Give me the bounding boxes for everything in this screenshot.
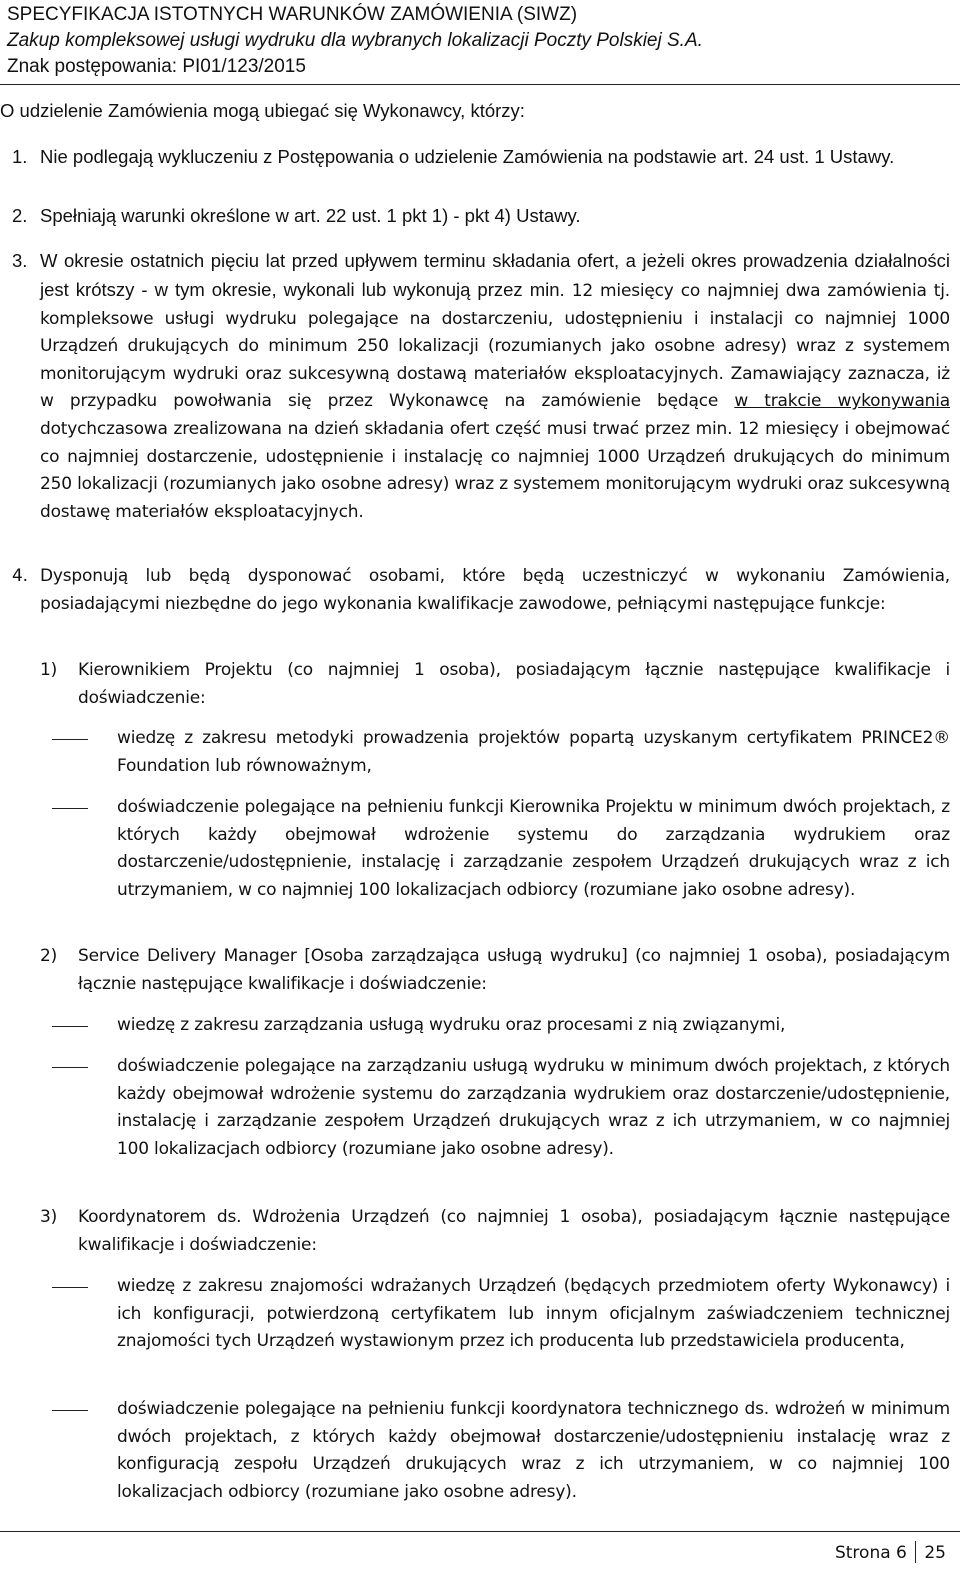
bullet-dash bbox=[52, 1287, 88, 1288]
header-reference-number: Znak postępowania: PI01/123/2015 bbox=[7, 56, 306, 77]
intro-paragraph: O udzielenie Zamówienia mogą ubiegać się Wykonawcy, którzy: bbox=[0, 100, 525, 121]
role-1-text: Kierownikiem Projektu (co najmniej 1 osoba), posiadającym łącznie następujące kwalifikacje i doświadczenie: bbox=[78, 660, 950, 708]
role-3-bullet-2: doświadczenie polegające na pełnieniu funkcji koordynatora technicznego ds. wdrożeń w minimum dwóch projektach, z których każdy obejmował dostarczenie/udostępnieniu instalację wraz z konfiguracją zespołu Urządzeń drukujących wraz z ich utrzymaniem, w co najmniej 100 lokalizacjach odbiorcy (rozumiane jako osobne adresy). bbox=[117, 1399, 950, 1502]
bullet-dash bbox=[52, 1410, 88, 1411]
role-2-number: 2) bbox=[40, 946, 58, 966]
condition-2-text: Spełniają warunki określone w art. 22 ust. 1 pkt 1) - pkt 4) Ustawy. bbox=[40, 205, 581, 226]
role-2-text: Service Delivery Manager [Osoba zarządzająca usługą wydruku] (co najmniej 1 osoba), posiadającym łącznie następujące kwalifikacje i doświadczenie: bbox=[78, 946, 950, 994]
page-number-separator bbox=[915, 1541, 917, 1563]
bullet-dash bbox=[52, 1026, 88, 1027]
page-number-label: Strona 6 bbox=[834, 1543, 907, 1563]
condition-3-underlined: w trakcie wykonywania bbox=[734, 391, 950, 412]
condition-3-text-part1: W okresie ostatnich pięciu lat przed upływem terminu składania ofert, a jeżeli okres prowadzenia działalności jest krótszy - w tym okresie, wykonali lub wykonują przez min. bbox=[40, 250, 950, 300]
condition-3-number: 3. bbox=[12, 250, 28, 271]
bullet-dash bbox=[52, 808, 88, 809]
header-subtitle: Zakup kompleksowej usługi wydruku dla wybranych lokalizacji Poczty Polskiej S.A. bbox=[7, 30, 703, 51]
condition-2-number: 2. bbox=[12, 205, 28, 226]
role-2-bullet-1: wiedzę z zakresu zarządzania usługą wydruku oraz procesami z nią związanymi, bbox=[117, 1015, 786, 1035]
condition-1-number: 1. bbox=[12, 146, 28, 167]
role-3-bullet-1: wiedzę z zakresu znajomości wdrażanych Urządzeń (będących przedmiotem oferty Wykonawcy) i ich konfiguracji, potwierdzoną certyfikatem lub innym oficjalnym zaświadczeniem technicznej znajomości tych Urządzeń wystawionym przez ich producenta lub przedstawiciela producenta, bbox=[117, 1276, 950, 1352]
role-1-number: 1) bbox=[40, 660, 58, 680]
role-2-bullet-2: doświadczenie polegające na zarządzaniu usługą wydruku w minimum dwóch projektach, z których każdy obejmował wdrożenie systemu do zarządzania wydrukiem oraz dostarczenie/udostępnienie, instalację i zarządzanie zespołem Urządzeń drukujących wraz z ich utrzymaniem, w co najmniej 100 lokalizacjach odbiorcy (rozumiane jako osobne adresy). bbox=[117, 1056, 950, 1159]
condition-1-text: Nie podlegają wykluczeniu z Postępowania o udzielenie Zamówienia na podstawie art. 24 ust. 1 Ustawy. bbox=[40, 146, 895, 167]
header-divider bbox=[0, 84, 960, 85]
condition-4-text: Dysponują lub będą dysponować osobami, które będą uczestniczyć w wykonaniu Zamówienia, posiadającymi niezbędne do jego wykonania kwalifikacje zawodowe, pełniącymi następujące funkcje: bbox=[40, 566, 950, 614]
page-number-total: 25 bbox=[924, 1543, 946, 1563]
bullet-dash bbox=[52, 1067, 88, 1068]
role-3-text: Koordynatorem ds. Wdrożenia Urządzeń (co najmniej 1 osoba), posiadającym łącznie następujące kwalifikacje i doświadczenie: bbox=[78, 1207, 950, 1255]
condition-3-text-part3: dotychczasowa zrealizowana na dzień składania ofert część musi trwać przez min. 12 miesięcy i obejmować co najmniej dostarczenie, udostępnienie i instalację co najmniej 1000 Urządzeń drukujących do minimum 250 lokalizacji (rozumianych jako osobne adresy) wraz z systemem monitorującym wydruki oraz sukcesywną dostawę materiałów eksploatacyjnych. bbox=[40, 418, 950, 522]
role-3-number: 3) bbox=[40, 1207, 58, 1227]
role-1-bullet-2: doświadczenie polegające na pełnieniu funkcji Kierownika Projektu w minimum dwóch projektach, z których każdy obejmował wdrożenie systemu do zarządzania wydrukiem oraz dostarczenie/udostępnienie, instalację i zarządzanie zespołem Urządzeń drukujących wraz z ich utrzymaniem, w co najmniej 100 lokalizacjach odbiorcy (rozumiane jako osobne adresy). bbox=[117, 797, 950, 900]
condition-4-number: 4. bbox=[12, 566, 28, 586]
bullet-dash bbox=[52, 739, 88, 740]
condition-3-text bbox=[40, 246, 950, 526]
header-title: SPECYFIKACJA ISTOTNYCH WARUNKÓW ZAMÓWIENIA (SIWZ) bbox=[7, 4, 578, 25]
footer-divider bbox=[0, 1531, 960, 1532]
condition-3-text-part2: 12 miesięcy co najmniej dwa zamówienia tj. kompleksowe usługi wydruku polegające na dostarczeniu, udostępnieniu i instalacji co najmniej 1000 Urządzeń drukujących do minimum 250 lokalizacji (rozumianych jako osobne adresy) wraz z systemem monitorującym wydruki oraz sukcesywną dostawą materiałów eksploatacyjnych. Zamawiający zaznacza, iż w przypadku powołwania się przez Wykonawcę na zamówienie będące bbox=[40, 281, 950, 412]
role-1-bullet-1: wiedzę z zakresu metodyki prowadzenia projektów popartą uzyskanym certyfikatem PRINCE2® Foundation lub równoważnym, bbox=[117, 728, 950, 776]
page-number bbox=[835, 1541, 946, 1565]
